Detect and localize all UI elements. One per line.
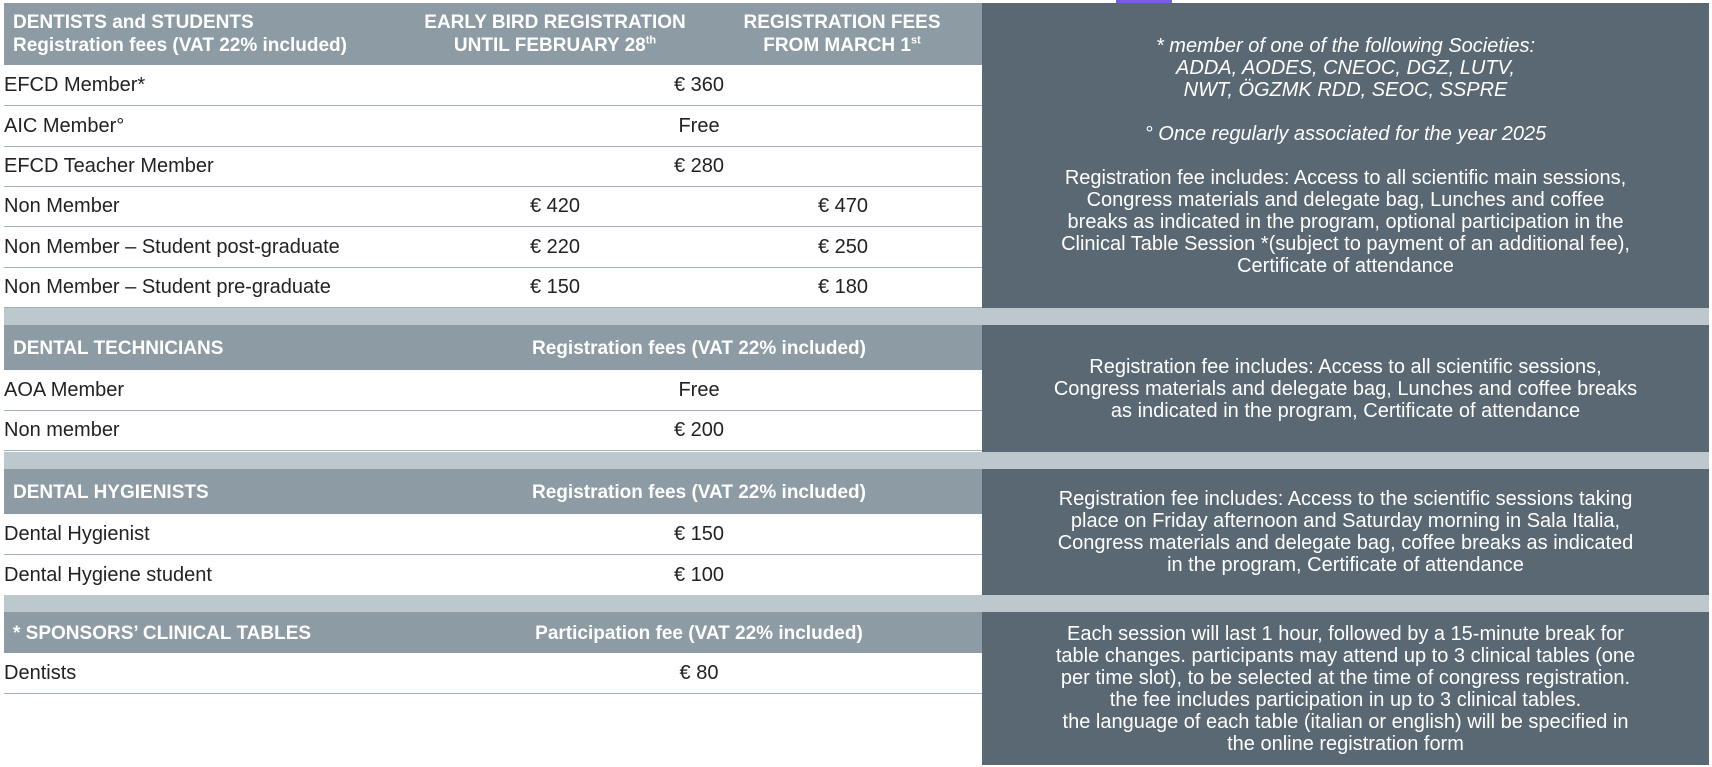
- hygienists-category-title: DENTAL HYGIENISTS: [13, 482, 209, 503]
- row-fee: € 150: [673, 523, 725, 545]
- row-fee: € 80: [679, 662, 719, 684]
- dentists-info-panel: [982, 3, 1709, 308]
- includes-line: Congress materials and delegate bag, coffee breaks as indicated: [1057, 532, 1634, 554]
- session-info-line: table changes. participants may attend up to 3 clinical tables (one: [1055, 644, 1636, 667]
- table-row: [4, 227, 982, 268]
- hygienists-info-panel: [982, 469, 1709, 595]
- table-row: [4, 410, 982, 451]
- spacer: [982, 145, 1709, 167]
- early-bird-column-header: [414, 11, 696, 57]
- dentists-header: [4, 3, 982, 65]
- societies-list-line: NWT, ÖGZMK RDD, SEOC, SSPRE: [1183, 78, 1508, 101]
- row-label: Non member: [4, 419, 120, 441]
- societies-list-line: ADDA, AODES, CNEOC, DGZ, LUTV,: [1176, 56, 1515, 79]
- includes-line: Certificate of attendance: [1237, 254, 1454, 277]
- row-fee: € 280: [673, 155, 725, 177]
- session-info-line: per time slot), to be selected at the time of congress registration.: [1060, 666, 1631, 689]
- late-line2: [726, 34, 958, 57]
- row-late-fee: € 470: [817, 195, 869, 217]
- row-label: Non Member: [4, 195, 120, 217]
- technicians-fee-header: Registration fees (VAT 22% included): [532, 338, 866, 359]
- technicians-info-panel: [982, 325, 1709, 452]
- section-separator: [4, 595, 1709, 612]
- sponsors-info-panel: [982, 612, 1709, 765]
- row-label: AIC Member°: [4, 115, 125, 137]
- row-fee: Free: [678, 115, 720, 137]
- includes-line: Registration fee includes: Access to the scientific sessions taking: [1058, 488, 1633, 510]
- row-label: AOA Member: [4, 379, 125, 401]
- sponsors-fee-header: Participation fee (VAT 22% included): [535, 623, 863, 644]
- societies-note: * member of one of the following Societies:: [1155, 34, 1536, 57]
- row-fee: € 200: [673, 419, 725, 441]
- spacer: [982, 101, 1709, 123]
- row-label: Non Member – Student post-graduate: [4, 236, 340, 258]
- includes-line: Clinical Table Session *(subject to payment of an additional fee),: [1061, 232, 1630, 255]
- row-late-fee: € 250: [817, 236, 869, 258]
- section-separator: [4, 308, 1709, 325]
- includes-line: as indicated in the program, Certificate of attendance: [1110, 399, 1581, 422]
- early-line2-sup: th: [645, 34, 657, 47]
- table-row: [4, 186, 982, 227]
- table-row: [4, 146, 982, 187]
- association-note: ° Once regularly associated for the year 2025: [1144, 122, 1547, 145]
- table-row: [4, 555, 982, 596]
- row-label: Dental Hygienist: [4, 523, 150, 545]
- includes-line: Congress materials and delegate bag, Lunches and coffee: [1086, 188, 1605, 211]
- session-info-line: the online registration form: [1227, 732, 1464, 755]
- hygienists-header: [4, 469, 982, 514]
- technicians-header: [4, 325, 982, 370]
- row-fee: Free: [678, 379, 720, 401]
- row-early-fee: € 220: [529, 236, 581, 258]
- early-line2-text: UNTIL FEBRUARY 28: [453, 35, 646, 56]
- sponsors-header: [4, 612, 982, 653]
- technicians-category-title: DENTAL TECHNICIANS: [13, 338, 224, 359]
- includes-line: in the program, Certificate of attendance: [1167, 554, 1524, 576]
- table-row: [4, 370, 982, 411]
- late-line2-text: FROM MARCH 1: [763, 35, 911, 56]
- row-fee: € 100: [673, 564, 725, 586]
- table-row: [4, 653, 982, 694]
- row-early-fee: € 420: [529, 195, 581, 217]
- includes-line: Congress materials and delegate bag, Lunches and coffee breaks: [1053, 377, 1638, 400]
- includes-line: Registration fee includes: Access to all scientific sessions,: [1089, 355, 1602, 378]
- session-info-line: Each session will last 1 hour, followed by a 15-minute break for: [1067, 622, 1624, 645]
- section-separator: [4, 452, 1709, 469]
- row-late-fee: € 180: [817, 276, 869, 298]
- session-info-line: the language of each table (italian or english) will be specified in: [1062, 710, 1629, 733]
- early-line2: [414, 34, 696, 57]
- hygienists-fee-header: Registration fees (VAT 22% included): [532, 482, 866, 503]
- table-row: [4, 65, 982, 106]
- row-label: EFCD Member*: [4, 74, 146, 96]
- early-line1: EARLY BIRD REGISTRATION: [424, 12, 686, 33]
- includes-line: place on Friday afternoon and Saturday morning in Sala Italia,: [1070, 510, 1621, 532]
- row-label: EFCD Teacher Member: [4, 155, 214, 177]
- category-line1: DENTISTS and STUDENTS: [13, 12, 254, 33]
- late-line1: REGISTRATION FEES: [743, 12, 941, 33]
- table-row: [4, 514, 982, 555]
- late-line2-sup: st: [911, 34, 921, 47]
- row-early-fee: € 150: [529, 276, 581, 298]
- category-line2: Registration fees (VAT 22% included): [13, 35, 347, 56]
- row-label: Non Member – Student pre-graduate: [4, 276, 331, 298]
- table-row: [4, 267, 982, 308]
- row-fee: € 360: [673, 74, 725, 96]
- sponsors-category-title: * SPONSORS’ CLINICAL TABLES: [13, 623, 312, 644]
- table-row: [4, 106, 982, 147]
- row-label: Dental Hygiene student: [4, 564, 212, 586]
- includes-line: Registration fee includes: Access to all scientific main sessions,: [1064, 166, 1627, 189]
- row-label: Dentists: [4, 662, 77, 684]
- dentists-category-title: [13, 11, 347, 57]
- session-info-line: the fee includes participation in up to 3 clinical tables.: [1109, 688, 1582, 711]
- regular-fee-column-header: [726, 11, 958, 57]
- includes-line: breaks as indicated in the program, optional participation in the: [1067, 210, 1624, 233]
